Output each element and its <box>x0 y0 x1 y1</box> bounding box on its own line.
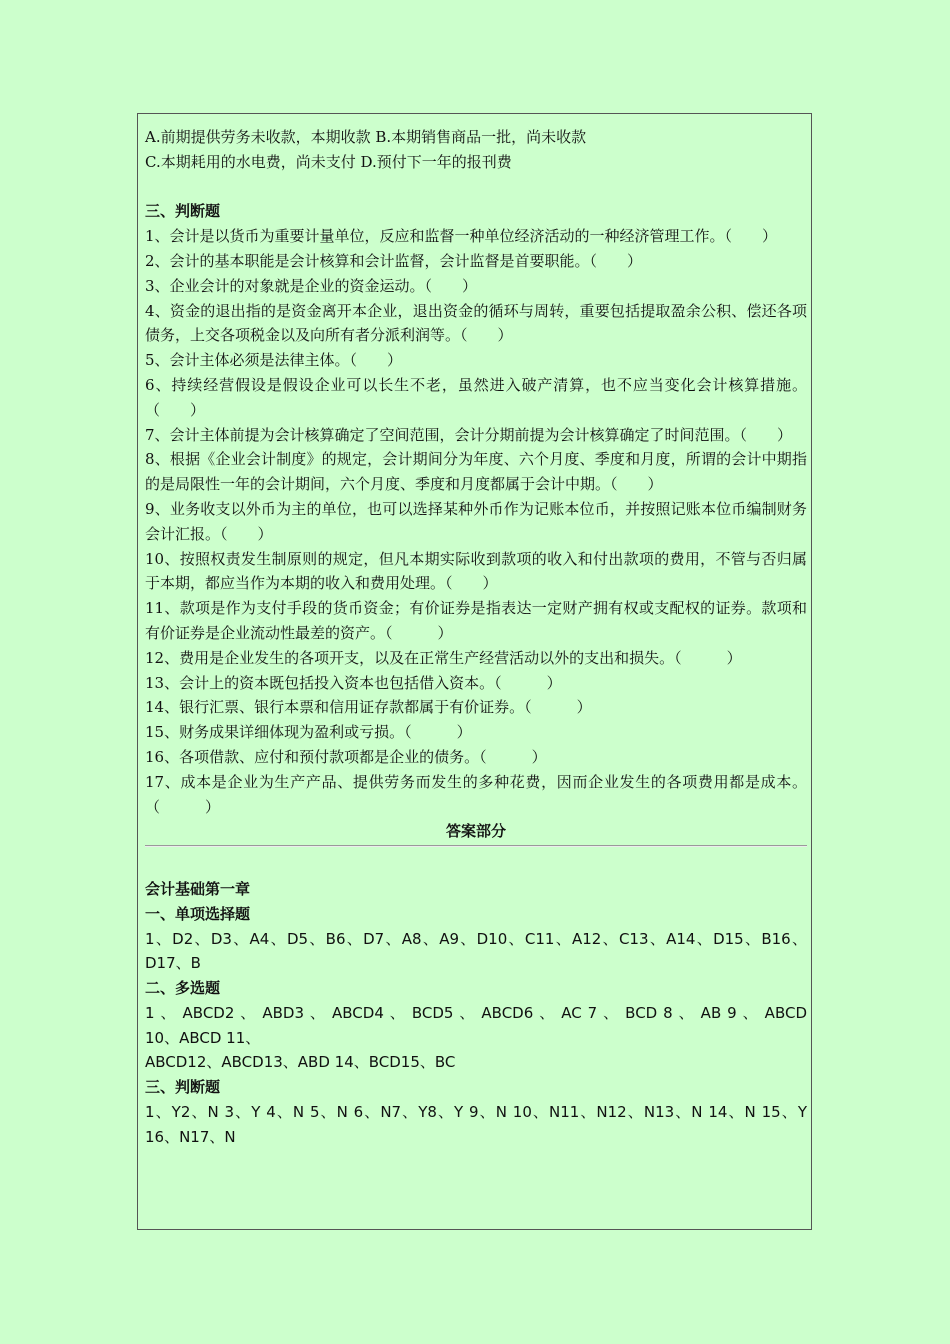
judgement-item-2: 2、会计的基本职能是会计核算和会计监督，会计监督是首要职能。（ ） <box>145 251 643 270</box>
judgement-item-17: 17、成本是企业为生产产品、提供劳务而发生的多种花费，因而企业发生的各项费用都是成本。（ ） <box>145 772 807 816</box>
answers-multi-choice-title: 二、多选题 <box>145 979 221 998</box>
blank-line <box>145 852 807 877</box>
judgement-item-4: 4、资金的退出指的是资金离开本企业，退出资金的循环与周转，重要包括提取盈余公积、偿还各项债务，上交各项税金以及向所有者分派利润等。（ ） <box>145 301 807 345</box>
judgement-item-11: 11、款项是作为支付手段的货币资金；有价证券是指表达一定财产拥有权或支配权的证券。款项和有价证券是企业流动性最差的资产。（ ） <box>145 599 807 642</box>
judgement-item-13: 13、会计上的资本既包括投入资本也包括借入资本。（ ） <box>145 673 562 692</box>
answers-judgement-title: 三、判断题 <box>145 1078 221 1097</box>
content-frame <box>137 113 812 1230</box>
judgement-item-8: 8、根据《企业会计制度》的规定，会计期间分为年度、六个月度、季度和月度，所谓的会计中期指的是局限性一年的会计期间，六个月度、季度和月度都属于会计中期。（ ） <box>145 450 807 494</box>
answers-multi-choice-line-2: 10、ABCD 11、 <box>145 1028 261 1047</box>
answers-single-choice-line-1: 1、D2、D3、A4、D5、B6、D7、A8、A9、D10、C11、A12、C13、A14、D15、B16、 <box>145 929 807 948</box>
judgement-item-15: 15、财务成果详细体现为盈利或亏损。（ ） <box>145 723 472 742</box>
judgement-item-6: 6、持续经营假设是假设企业可以长生不老，虽然进入破产清算，也不应当变化会计核算措施。（ ） <box>145 375 807 419</box>
option-line-ab: A.前期提供劳务未收款，本期收款 B.本期销售商品一批，尚未收款 <box>145 128 587 146</box>
answers-chapter-title: 会计基础第一章 <box>145 879 251 898</box>
judgement-item-1: 1、会计是以货币为重要计量单位，反应和监督一种单位经济活动的一种经济管理工作。（ ） <box>145 227 778 246</box>
judgement-item-10: 10、按照权责发生制原则的规定，但凡本期实际收到款项的收入和付出款项的费用，不管与否归属于本期，都应当作为本期的收入和费用处理。（ ） <box>145 549 807 593</box>
judgement-item-5: 5、会计主体必须是法律主体。（ ） <box>145 351 403 370</box>
section-judgement-title: 三、判断题 <box>145 202 221 221</box>
answers-divider <box>145 845 807 847</box>
answers-multi-choice-line-1: 1 、 ABCD2 、 ABD3 、 ABCD4 、 BCD5 、 ABCD6 、 AC 7 、 BCD 8 、 AB 9 、 ABCD <box>145 1003 807 1022</box>
judgement-item-14: 14、银行汇票、银行本票和信用证存款都属于有价证券。（ ） <box>145 698 592 717</box>
judgement-item-12: 12、费用是企业发生的各项开支，以及在正常生产经营活动以外的支出和损失。（ ） <box>145 648 742 667</box>
answers-heading: 答案部分 <box>445 822 506 841</box>
answers-multi-choice-line-3: ABCD12、ABCD13、ABD 14、BCD15、BC <box>145 1053 456 1072</box>
option-line-cd: C.本期耗用的水电费，尚未支付 D.预付下一年的报刊费 <box>145 152 512 171</box>
answers-single-choice-title: 一、单项选择题 <box>145 904 251 923</box>
judgement-item-16: 16、各项借款、应付和预付款项都是企业的债务。（ ） <box>145 747 547 766</box>
answers-judgement-line-1: 1、Y2、N 3、Y 4、N 5、N 6、N7、Y8、Y 9、N 10、N11、N12、N13、N 14、N 15、Y <box>145 1103 807 1122</box>
judgement-item-9: 9、业务收支以外币为主的单位，也可以选择某种外币作为记账本位币，并按照记账本位币编制财务会计汇报。（ ） <box>145 499 807 543</box>
answers-single-choice-line-2: D17、B <box>145 954 201 973</box>
answers-judgement-line-2: 16、N17、N <box>145 1127 236 1146</box>
document-body <box>145 125 807 1150</box>
judgement-item-3: 3、企业会计的对象就是企业的资金运动。（ ） <box>145 276 478 295</box>
judgement-item-7: 7、会计主体前提为会计核算确定了空间范围，会计分期前提为会计核算确定了时间范围。（ ） <box>145 425 793 444</box>
blank-line <box>145 175 807 200</box>
